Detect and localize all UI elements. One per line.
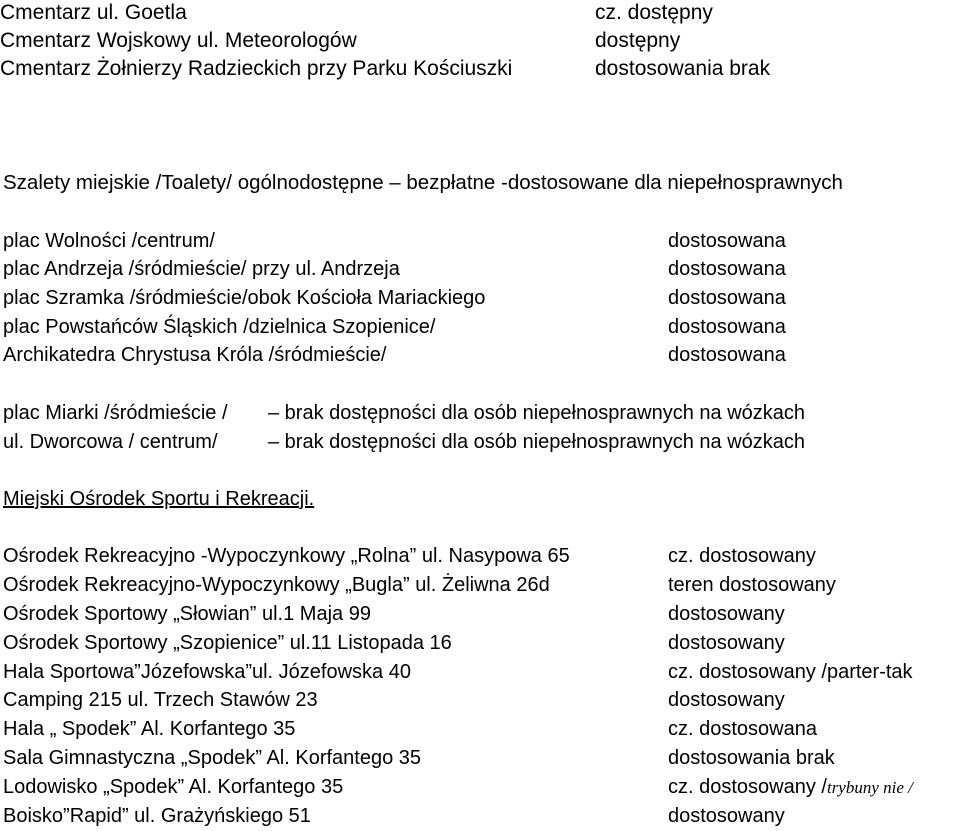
- sport-facility-name: Camping 215 ul. Trzech Stawów 23: [3, 689, 318, 711]
- toilet-note-name: plac Miarki /śródmieście /: [3, 402, 228, 424]
- toilet-name: plac Andrzeja /śródmieście/ przy ul. Andrzeja: [3, 258, 400, 280]
- toilet-name: plac Szramka /śródmieście/obok Kościoła Mariackiego: [3, 287, 486, 309]
- sport-facility-status: [668, 777, 913, 797]
- toilet-note-status: – brak dostępności dla osób niepełnosprawnych na wózkach: [268, 431, 806, 453]
- sport-facility-status-note: trybuny nie /: [826, 778, 913, 797]
- sport-facility-status: cz. dostosowana: [668, 718, 817, 740]
- sport-facility-name: Ośrodek Sportowy „Słowian” ul.1 Maja 99: [3, 603, 371, 625]
- sport-facility-name: Boisko”Rapid” ul. Grażyńskiego 51: [3, 805, 311, 827]
- cemetery-name: Cmentarz Wojskowy ul. Meteorologów: [0, 29, 357, 52]
- sport-facility-name: Hala „ Spodek” Al. Korfantego 35: [3, 718, 296, 740]
- cemetery-name: Cmentarz ul. Goetla: [0, 1, 187, 24]
- sport-facility-status: teren dostosowany: [668, 574, 836, 596]
- toilet-name: Archikatedra Chrystusa Króla /śródmieście/: [3, 344, 387, 366]
- sport-facility-name: Ośrodek Rekreacyjno -Wypoczynkowy „Rolna” ul. Nasypowa 65: [3, 545, 570, 567]
- sport-facility-status-text: cz. dostosowany /: [668, 776, 827, 798]
- sport-facility-name: Lodowisko „Spodek” Al. Korfantego 35: [3, 776, 344, 798]
- toilet-status: dostosowana: [668, 230, 786, 252]
- sport-facility-status: cz. dostosowany /parter-tak: [668, 661, 913, 683]
- sport-facility-name: Sala Gimnastyczna „Spodek” Al. Korfantego 35: [3, 747, 422, 769]
- sport-facility-name: Ośrodek Sportowy „Szopienice” ul.11 Listopada 16: [3, 632, 452, 654]
- sport-facility-name: Ośrodek Rekreacyjno-Wypoczynkowy „Bugla” ul. Żeliwna 26d: [3, 574, 550, 596]
- toilet-name: plac Wolności /centrum/: [3, 230, 215, 252]
- sport-heading: Miejski Ośrodek Sportu i Rekreacji.: [3, 488, 315, 510]
- toilet-status: dostosowana: [668, 316, 786, 338]
- toilet-name: plac Powstańców Śląskich /dzielnica Szopienice/: [3, 316, 436, 338]
- sport-facility-status: cz. dostosowany: [668, 545, 816, 567]
- toilets-heading: Szalety miejskie /Toalety/ ogólnodostępne – bezpłatne -dostosowane dla niepełnosprawnych: [3, 171, 843, 194]
- toilet-status: dostosowana: [668, 344, 786, 366]
- sport-facility-status: dostosowany: [668, 805, 785, 827]
- sport-facility-status: dostosowany: [668, 632, 785, 654]
- sport-facility-status: dostosowania brak: [668, 747, 835, 769]
- cemetery-name: Cmentarz Żołnierzy Radzieckich przy Parku Kościuszki: [0, 57, 513, 80]
- cemetery-status: cz. dostępny: [595, 1, 713, 24]
- toilet-note-status: – brak dostępności dla osób niepełnosprawnych na wózkach: [268, 402, 806, 424]
- sport-facility-status: dostosowany: [668, 689, 785, 711]
- sport-facility-name: Hala Sportowa”Józefowska”ul. Józefowska 40: [3, 661, 411, 683]
- cemetery-status: dostępny: [595, 29, 681, 52]
- cemetery-status: dostosowania brak: [595, 57, 771, 80]
- toilet-status: dostosowana: [668, 287, 786, 309]
- toilet-status: dostosowana: [668, 258, 786, 280]
- sport-facility-status: dostosowany: [668, 603, 785, 625]
- toilet-note-name: ul. Dworcowa / centrum/: [3, 431, 218, 453]
